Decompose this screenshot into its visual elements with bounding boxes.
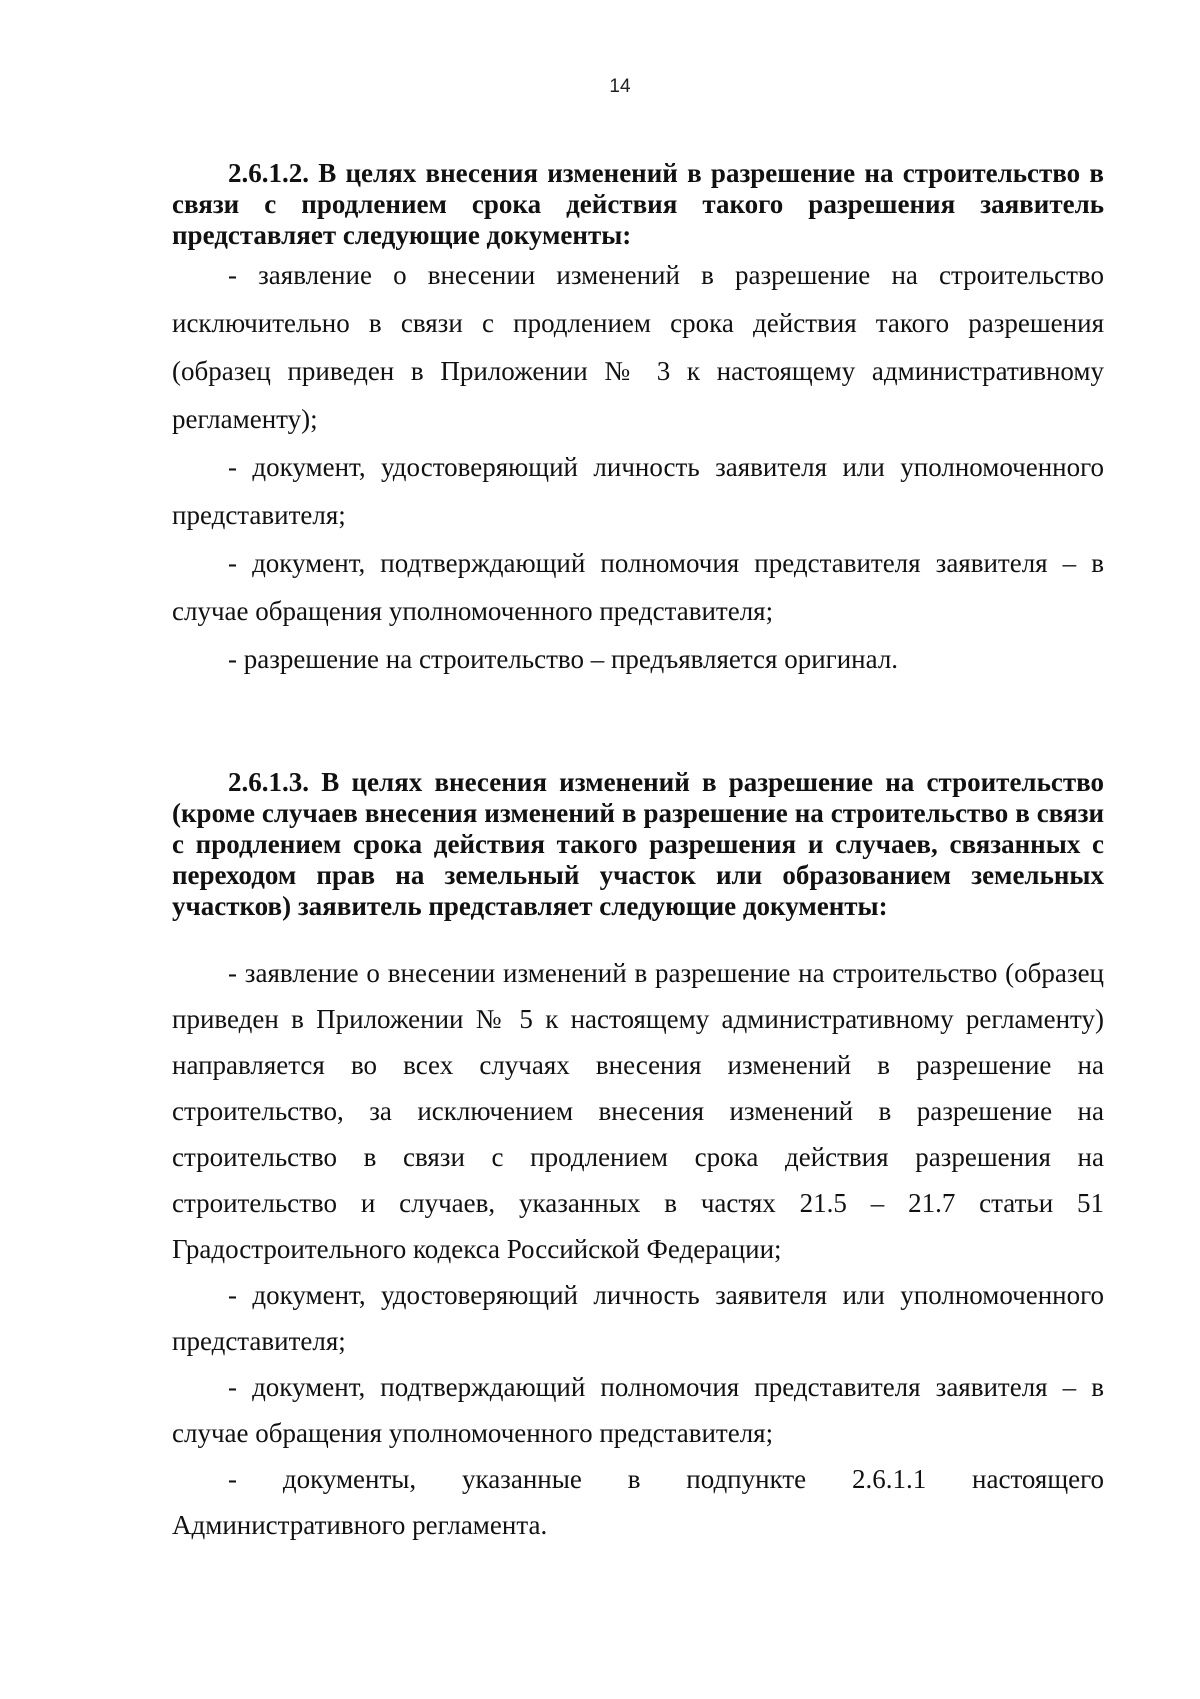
- section-heading: 2.6.1.2. В целях внесения изменений в разрешение на строительство в связи с продлением срока действия такого разрешения заявитель представляет следующие документы:: [172, 158, 1104, 250]
- list-item: - документы, указанные в подпункте 2.6.1.1 настоящего Административного регламента.: [172, 1464, 1104, 1540]
- section-2-6-1-3: [172, 767, 1104, 1548]
- section-spacer: [172, 683, 1104, 767]
- page-number: 14: [609, 76, 631, 97]
- list-item: - документ, удостоверяющий личность заявителя или уполномоченного представителя;: [172, 452, 1104, 530]
- list-item: - документ, удостоверяющий личность заявителя или уполномоченного представителя;: [172, 1280, 1104, 1356]
- document-body: [172, 158, 1104, 1548]
- list-item: - заявление о внесении изменений в разрешение на строительство исключительно в связи с продлением срока действия такого разрешения (образец приведен в Приложении № 3 к настоящему административному регламенту);: [172, 260, 1104, 434]
- section-heading: 2.6.1.3. В целях внесения изменений в разрешение на строительство (кроме случаев внесения изменений в разрешение на строительство в связи с продлением срока действия такого разрешения и случаев, связанных с переходом прав на земельный участок или образованием земельных участков) заявитель представляет следующие документы:: [172, 767, 1104, 921]
- list-item: - документ, подтверждающий полномочия представителя заявителя – в случае обращения уполномоченного представителя;: [172, 548, 1104, 626]
- list-item: - разрешение на строительство – предъявляется оригинал.: [228, 644, 899, 674]
- list-item: - заявление о внесении изменений в разрешение на строительство (образец приведен в Приложении № 5 к настоящему административному регламенту) направляется во всех случаях внесения изменений в разрешение на строительство, за исключением внесения изменений в разрешение на строительство в связи с продлением срока действия разрешения на строительство и случаев, указанных в частях 21.5 – 21.7 статьи 51 Градостроительного кодекса Российской Федерации;: [172, 958, 1104, 1264]
- list-item: - документ, подтверждающий полномочия представителя заявителя – в случае обращения уполномоченного представителя;: [172, 1372, 1104, 1448]
- heading-spacer: [172, 922, 1104, 950]
- section-2-6-1-2: [172, 158, 1104, 683]
